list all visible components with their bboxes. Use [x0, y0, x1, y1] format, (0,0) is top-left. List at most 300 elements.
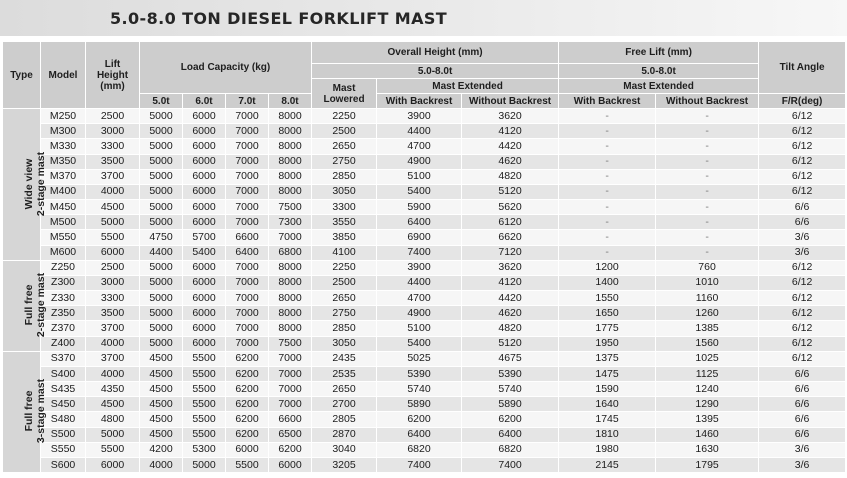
cell-load-8t: 7500 [269, 336, 312, 351]
cell-load-8t: 8000 [269, 291, 312, 306]
cell-model: Z300 [41, 275, 86, 290]
cell-load-7t: 6200 [226, 366, 269, 381]
cell-mast-lowered: 2650 [312, 382, 377, 397]
table-row [3, 215, 846, 230]
cell-load-5t: 4500 [140, 397, 183, 412]
cell-free-without-backrest: - [656, 124, 759, 139]
cell-tilt-angle: 3/6 [759, 245, 846, 260]
cell-tilt-angle: 6/6 [759, 427, 846, 442]
header-lift-height-line: Height [96, 69, 129, 81]
cell-free-without-backrest: - [656, 109, 759, 124]
cell-lift-height: 4800 [86, 412, 140, 427]
cell-model: M450 [41, 200, 86, 215]
header-load-capacity: Load Capacity (kg) [140, 42, 312, 94]
cell-extended-without-backrest: 6620 [462, 230, 559, 245]
cell-tilt-angle: 6/12 [759, 336, 846, 351]
cell-tilt-angle: 6/6 [759, 200, 846, 215]
header-lift-height-line: Lift [104, 58, 121, 70]
header-mast-lowered-line: Mast [332, 82, 356, 94]
cell-load-5t: 5000 [140, 275, 183, 290]
cell-load-6t: 5400 [183, 245, 226, 260]
cell-model: M400 [41, 184, 86, 199]
cell-lift-height: 5000 [86, 215, 140, 230]
cell-tilt-angle: 6/12 [759, 154, 846, 169]
cell-lift-height: 2500 [86, 109, 140, 124]
cell-free-with-backrest: - [559, 245, 656, 260]
cell-load-6t: 6000 [183, 275, 226, 290]
cell-free-without-backrest: - [656, 184, 759, 199]
header-lift-height [86, 42, 140, 109]
type-group-line: Wide view [23, 158, 36, 210]
cell-free-with-backrest: - [559, 109, 656, 124]
header-model: Model [41, 42, 86, 109]
header-lift-height-line: (mm) [100, 80, 125, 92]
cell-load-7t: 7000 [226, 184, 269, 199]
cell-extended-without-backrest: 4820 [462, 169, 559, 184]
cell-free-without-backrest: 1795 [656, 457, 759, 472]
cell-model: M250 [41, 109, 86, 124]
cell-extended-with-backrest: 6400 [377, 427, 462, 442]
cell-load-8t: 6500 [269, 427, 312, 442]
cell-extended-without-backrest: 4120 [462, 124, 559, 139]
cell-load-5t: 4500 [140, 351, 183, 366]
cell-load-7t: 7000 [226, 169, 269, 184]
cell-extended-with-backrest: 7400 [377, 457, 462, 472]
cell-mast-lowered: 2500 [312, 124, 377, 139]
cell-load-6t: 5500 [183, 366, 226, 381]
cell-mast-lowered: 2850 [312, 169, 377, 184]
cell-load-7t: 6000 [226, 442, 269, 457]
table-row [3, 366, 846, 381]
cell-free-with-backrest: 1475 [559, 366, 656, 381]
cell-extended-with-backrest: 7400 [377, 245, 462, 260]
header-mast-lowered [312, 79, 377, 109]
header-load-6t: 6.0t [183, 94, 226, 109]
cell-mast-lowered: 2650 [312, 291, 377, 306]
cell-load-7t: 7000 [226, 215, 269, 230]
cell-load-5t: 4500 [140, 412, 183, 427]
cell-lift-height: 3700 [86, 321, 140, 336]
cell-extended-without-backrest: 5620 [462, 200, 559, 215]
cell-load-7t: 7000 [226, 124, 269, 139]
cell-lift-height: 3500 [86, 306, 140, 321]
cell-load-6t: 6000 [183, 215, 226, 230]
header-with-backrest: With Backrest [377, 94, 462, 109]
cell-load-8t: 8000 [269, 109, 312, 124]
cell-extended-with-backrest: 6400 [377, 215, 462, 230]
type-group-label [3, 260, 48, 351]
cell-load-6t: 6000 [183, 291, 226, 306]
header-tilt-unit: F/R(deg) [759, 94, 846, 109]
cell-load-7t: 7000 [226, 275, 269, 290]
cell-mast-lowered: 2250 [312, 109, 377, 124]
cell-extended-without-backrest: 7120 [462, 245, 559, 260]
cell-load-5t: 5000 [140, 139, 183, 154]
cell-load-6t: 5500 [183, 412, 226, 427]
type-group-line: 2-stage mast [35, 273, 48, 338]
cell-extended-without-backrest: 4620 [462, 306, 559, 321]
cell-extended-without-backrest: 6120 [462, 215, 559, 230]
cell-lift-height: 3700 [86, 169, 140, 184]
cell-extended-without-backrest: 4820 [462, 321, 559, 336]
cell-load-6t: 6000 [183, 200, 226, 215]
cell-extended-with-backrest: 6900 [377, 230, 462, 245]
cell-tilt-angle: 6/12 [759, 275, 846, 290]
cell-model: S400 [41, 366, 86, 381]
cell-load-7t: 6200 [226, 427, 269, 442]
cell-tilt-angle: 3/6 [759, 230, 846, 245]
cell-load-5t: 5000 [140, 200, 183, 215]
cell-load-8t: 7000 [269, 397, 312, 412]
header-overall-range: 5.0-8.0t [312, 64, 559, 79]
cell-free-without-backrest: 1290 [656, 397, 759, 412]
cell-load-7t: 6200 [226, 382, 269, 397]
cell-extended-with-backrest: 4400 [377, 275, 462, 290]
cell-mast-lowered: 2850 [312, 321, 377, 336]
table-row [3, 457, 846, 472]
cell-load-6t: 6000 [183, 154, 226, 169]
cell-mast-lowered: 4100 [312, 245, 377, 260]
cell-load-7t: 6200 [226, 397, 269, 412]
table-row [3, 306, 846, 321]
cell-extended-with-backrest: 5025 [377, 351, 462, 366]
cell-mast-lowered: 2805 [312, 412, 377, 427]
table-row [3, 230, 846, 245]
cell-free-without-backrest: 1240 [656, 382, 759, 397]
cell-free-with-backrest: - [559, 200, 656, 215]
cell-free-without-backrest: - [656, 200, 759, 215]
header-load-5t: 5.0t [140, 94, 183, 109]
cell-model: M600 [41, 245, 86, 260]
cell-mast-lowered: 2435 [312, 351, 377, 366]
cell-load-8t: 8000 [269, 184, 312, 199]
cell-model: Z330 [41, 291, 86, 306]
cell-free-with-backrest: 1745 [559, 412, 656, 427]
table-row [3, 397, 846, 412]
table-row [3, 124, 846, 139]
cell-extended-with-backrest: 6820 [377, 442, 462, 457]
cell-model: M330 [41, 139, 86, 154]
cell-lift-height: 6000 [86, 245, 140, 260]
cell-free-with-backrest: 1640 [559, 397, 656, 412]
cell-extended-without-backrest: 5120 [462, 184, 559, 199]
cell-load-8t: 7300 [269, 215, 312, 230]
cell-load-6t: 6000 [183, 260, 226, 275]
cell-extended-without-backrest: 3620 [462, 260, 559, 275]
cell-extended-without-backrest: 6200 [462, 412, 559, 427]
cell-free-with-backrest: - [559, 230, 656, 245]
cell-lift-height: 3000 [86, 124, 140, 139]
cell-mast-lowered: 2750 [312, 154, 377, 169]
cell-load-8t: 7000 [269, 382, 312, 397]
type-group-line: Full free [23, 284, 36, 326]
cell-extended-without-backrest: 4120 [462, 275, 559, 290]
table-row [3, 321, 846, 336]
type-group-line: 2-stage mast [35, 151, 48, 216]
cell-load-8t: 6800 [269, 245, 312, 260]
cell-load-5t: 5000 [140, 336, 183, 351]
cell-lift-height: 3300 [86, 291, 140, 306]
header-tilt-angle: Tilt Angle [759, 42, 846, 94]
table-row [3, 382, 846, 397]
cell-free-without-backrest: - [656, 230, 759, 245]
table-row [3, 260, 846, 275]
header-free-mast-extended: Mast Extended [559, 79, 759, 94]
header-mast-lowered-line: Lowered [323, 93, 365, 105]
cell-load-6t: 5300 [183, 442, 226, 457]
mast-spec-table [2, 41, 846, 473]
cell-extended-without-backrest: 4420 [462, 291, 559, 306]
cell-extended-with-backrest: 4900 [377, 306, 462, 321]
type-group-line: Full free [23, 391, 36, 432]
cell-load-7t: 6400 [226, 245, 269, 260]
type-group-line: 3-stage mast [35, 379, 48, 444]
cell-load-8t: 8000 [269, 169, 312, 184]
cell-model: Z370 [41, 321, 86, 336]
cell-mast-lowered: 3550 [312, 215, 377, 230]
table-row [3, 291, 846, 306]
cell-load-8t: 8000 [269, 154, 312, 169]
cell-model: M500 [41, 215, 86, 230]
cell-extended-with-backrest: 6200 [377, 412, 462, 427]
cell-extended-with-backrest: 3900 [377, 109, 462, 124]
cell-extended-with-backrest: 5900 [377, 200, 462, 215]
cell-lift-height: 5500 [86, 230, 140, 245]
table-row [3, 275, 846, 290]
header-load-7t: 7.0t [226, 94, 269, 109]
cell-mast-lowered: 3040 [312, 442, 377, 457]
cell-extended-with-backrest: 5390 [377, 366, 462, 381]
cell-extended-without-backrest: 5740 [462, 382, 559, 397]
cell-free-with-backrest: 2145 [559, 457, 656, 472]
cell-lift-height: 2500 [86, 260, 140, 275]
cell-load-6t: 6000 [183, 184, 226, 199]
cell-load-7t: 7000 [226, 260, 269, 275]
cell-free-with-backrest: 1775 [559, 321, 656, 336]
header-free-lift: Free Lift (mm) [559, 42, 759, 64]
cell-free-with-backrest: - [559, 184, 656, 199]
cell-free-without-backrest: 760 [656, 260, 759, 275]
table-row [3, 412, 846, 427]
cell-load-5t: 5000 [140, 184, 183, 199]
cell-free-without-backrest: 1395 [656, 412, 759, 427]
table-body [3, 109, 846, 473]
cell-load-8t: 6600 [269, 412, 312, 427]
cell-free-with-backrest: 1980 [559, 442, 656, 457]
table-row [3, 427, 846, 442]
cell-lift-height: 3700 [86, 351, 140, 366]
cell-lift-height: 6000 [86, 457, 140, 472]
cell-tilt-angle: 6/12 [759, 321, 846, 336]
cell-load-7t: 5500 [226, 457, 269, 472]
cell-load-5t: 4500 [140, 427, 183, 442]
type-group-text [23, 379, 47, 443]
cell-free-without-backrest: - [656, 154, 759, 169]
cell-model: S550 [41, 442, 86, 457]
page-title: 5.0-8.0 TON DIESEL FORKLIFT MAST [110, 9, 448, 28]
cell-free-with-backrest: - [559, 169, 656, 184]
cell-lift-height: 5000 [86, 427, 140, 442]
cell-free-with-backrest: - [559, 154, 656, 169]
cell-free-without-backrest: 1160 [656, 291, 759, 306]
title-bar [0, 0, 847, 36]
cell-free-with-backrest: - [559, 139, 656, 154]
cell-mast-lowered: 3205 [312, 457, 377, 472]
header-without-backrest: Without Backrest [462, 94, 559, 109]
table-header [3, 42, 846, 109]
cell-mast-lowered: 2650 [312, 139, 377, 154]
cell-extended-with-backrest: 5890 [377, 397, 462, 412]
cell-load-6t: 6000 [183, 139, 226, 154]
cell-lift-height: 5500 [86, 442, 140, 457]
cell-lift-height: 3000 [86, 275, 140, 290]
cell-load-7t: 7000 [226, 321, 269, 336]
cell-load-6t: 5500 [183, 351, 226, 366]
cell-free-with-backrest: 1375 [559, 351, 656, 366]
cell-model: S500 [41, 427, 86, 442]
cell-lift-height: 4000 [86, 184, 140, 199]
cell-model: M550 [41, 230, 86, 245]
cell-extended-without-backrest: 4620 [462, 154, 559, 169]
cell-load-5t: 5000 [140, 124, 183, 139]
cell-extended-without-backrest: 4675 [462, 351, 559, 366]
cell-tilt-angle: 3/6 [759, 457, 846, 472]
cell-load-8t: 8000 [269, 139, 312, 154]
header-free-without-backrest: Without Backrest [656, 94, 759, 109]
cell-tilt-angle: 6/12 [759, 306, 846, 321]
cell-lift-height: 3300 [86, 139, 140, 154]
cell-tilt-angle: 3/6 [759, 442, 846, 457]
cell-load-7t: 7000 [226, 291, 269, 306]
cell-mast-lowered: 3050 [312, 184, 377, 199]
cell-extended-with-backrest: 5400 [377, 184, 462, 199]
cell-free-with-backrest: 1650 [559, 306, 656, 321]
cell-model: S370 [41, 351, 86, 366]
cell-model: S435 [41, 382, 86, 397]
cell-mast-lowered: 2500 [312, 275, 377, 290]
cell-extended-with-backrest: 4400 [377, 124, 462, 139]
cell-load-6t: 6000 [183, 321, 226, 336]
cell-load-7t: 7000 [226, 200, 269, 215]
cell-load-5t: 4500 [140, 382, 183, 397]
table-row [3, 245, 846, 260]
cell-free-without-backrest: 1385 [656, 321, 759, 336]
cell-load-7t: 7000 [226, 306, 269, 321]
cell-extended-with-backrest: 4700 [377, 291, 462, 306]
table-row [3, 351, 846, 366]
cell-load-5t: 5000 [140, 291, 183, 306]
cell-free-with-backrest: 1810 [559, 427, 656, 442]
cell-model: M370 [41, 169, 86, 184]
cell-load-8t: 7500 [269, 200, 312, 215]
cell-tilt-angle: 6/6 [759, 412, 846, 427]
cell-load-8t: 8000 [269, 124, 312, 139]
cell-lift-height: 4000 [86, 366, 140, 381]
header-free-with-backrest: With Backrest [559, 94, 656, 109]
cell-free-without-backrest: - [656, 169, 759, 184]
header-load-8t: 8.0t [269, 94, 312, 109]
cell-load-8t: 6000 [269, 457, 312, 472]
cell-mast-lowered: 3850 [312, 230, 377, 245]
header-type: Type [3, 42, 41, 109]
cell-extended-without-backrest: 7400 [462, 457, 559, 472]
header-free-range: 5.0-8.0t [559, 64, 759, 79]
cell-tilt-angle: 6/6 [759, 397, 846, 412]
cell-model: Z400 [41, 336, 86, 351]
cell-load-7t: 6200 [226, 412, 269, 427]
cell-load-5t: 4400 [140, 245, 183, 260]
table-row [3, 184, 846, 199]
type-group-text [23, 152, 47, 216]
table-row [3, 336, 846, 351]
table-row [3, 169, 846, 184]
cell-free-without-backrest: 1630 [656, 442, 759, 457]
cell-free-with-backrest: - [559, 215, 656, 230]
cell-load-8t: 8000 [269, 306, 312, 321]
cell-load-6t: 5500 [183, 427, 226, 442]
cell-extended-with-backrest: 5100 [377, 169, 462, 184]
cell-load-6t: 5000 [183, 457, 226, 472]
cell-tilt-angle: 6/12 [759, 351, 846, 366]
cell-extended-without-backrest: 3620 [462, 109, 559, 124]
cell-mast-lowered: 2870 [312, 427, 377, 442]
cell-tilt-angle: 6/12 [759, 139, 846, 154]
cell-extended-without-backrest: 4420 [462, 139, 559, 154]
cell-lift-height: 4350 [86, 382, 140, 397]
cell-free-with-backrest: - [559, 124, 656, 139]
cell-extended-without-backrest: 6820 [462, 442, 559, 457]
cell-extended-with-backrest: 5400 [377, 336, 462, 351]
cell-load-5t: 5000 [140, 169, 183, 184]
cell-load-6t: 5700 [183, 230, 226, 245]
table-row [3, 154, 846, 169]
cell-free-without-backrest: 1010 [656, 275, 759, 290]
cell-free-without-backrest: - [656, 245, 759, 260]
cell-extended-without-backrest: 5390 [462, 366, 559, 381]
cell-load-8t: 7000 [269, 366, 312, 381]
cell-load-7t: 7000 [226, 154, 269, 169]
cell-mast-lowered: 3050 [312, 336, 377, 351]
cell-mast-lowered: 2750 [312, 306, 377, 321]
cell-extended-without-backrest: 5120 [462, 336, 559, 351]
cell-free-with-backrest: 1400 [559, 275, 656, 290]
table-row [3, 200, 846, 215]
cell-extended-without-backrest: 5890 [462, 397, 559, 412]
cell-extended-with-backrest: 4900 [377, 154, 462, 169]
cell-model: M300 [41, 124, 86, 139]
cell-load-8t: 7000 [269, 351, 312, 366]
cell-extended-with-backrest: 3900 [377, 260, 462, 275]
cell-load-5t: 5000 [140, 154, 183, 169]
cell-free-without-backrest: 1125 [656, 366, 759, 381]
cell-mast-lowered: 2535 [312, 366, 377, 381]
cell-extended-with-backrest: 5100 [377, 321, 462, 336]
cell-free-with-backrest: 1550 [559, 291, 656, 306]
cell-model: S480 [41, 412, 86, 427]
cell-mast-lowered: 2250 [312, 260, 377, 275]
cell-load-5t: 4750 [140, 230, 183, 245]
cell-mast-lowered: 3300 [312, 200, 377, 215]
cell-model: S600 [41, 457, 86, 472]
cell-free-without-backrest: 1025 [656, 351, 759, 366]
cell-tilt-angle: 6/6 [759, 215, 846, 230]
cell-load-6t: 6000 [183, 169, 226, 184]
cell-tilt-angle: 6/6 [759, 366, 846, 381]
cell-free-without-backrest: 1560 [656, 336, 759, 351]
cell-load-5t: 4000 [140, 457, 183, 472]
cell-load-5t: 5000 [140, 306, 183, 321]
cell-load-5t: 5000 [140, 215, 183, 230]
